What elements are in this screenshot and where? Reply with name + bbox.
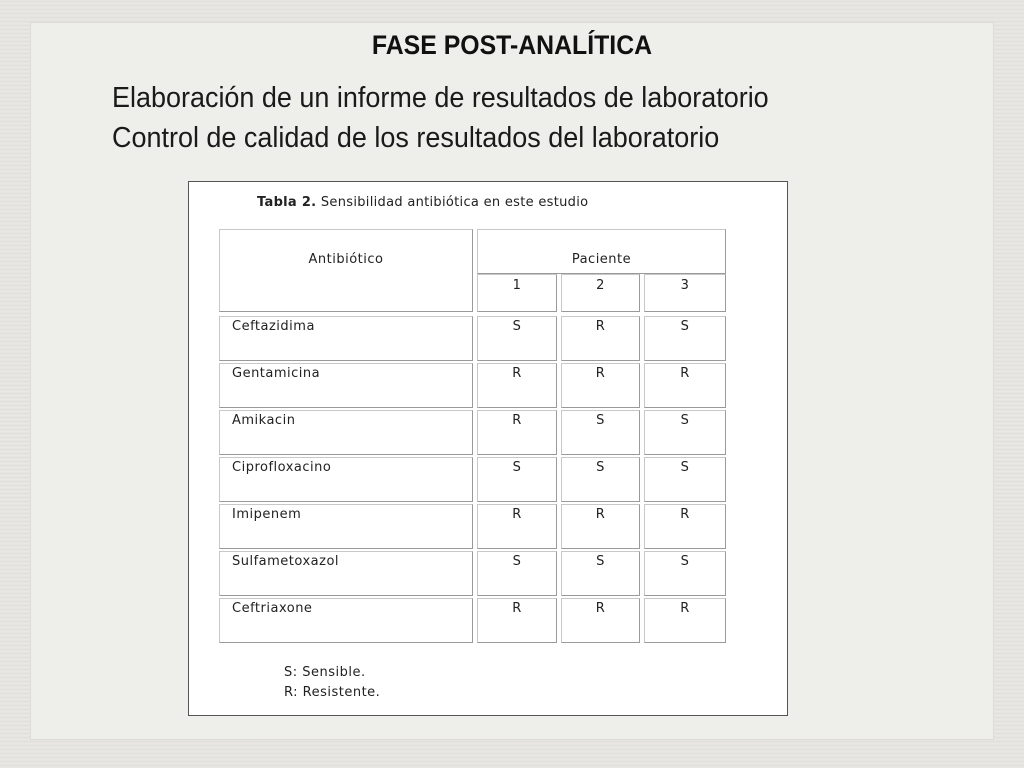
legend-resistente: R: Resistente.: [284, 685, 381, 700]
result-cell: R: [644, 363, 726, 408]
result-cell: R: [477, 504, 557, 549]
result-cell: R: [561, 363, 640, 408]
result-cell: S: [644, 457, 726, 502]
result-cell: S: [477, 457, 557, 502]
slide-title: FASE POST-ANALÍTICA: [371, 30, 653, 60]
table-caption: [257, 195, 588, 210]
result-cell: S: [477, 316, 557, 361]
result-cell: S: [644, 551, 726, 596]
antibiotic-name: Ceftazidima: [219, 316, 473, 361]
header-antibiotic: Antibiótico: [219, 229, 473, 312]
result-cell: S: [477, 551, 557, 596]
bullet-quality-control: Control de calidad de los resultados del laboratorio: [112, 122, 720, 154]
result-cell: S: [561, 410, 640, 455]
result-cell: S: [561, 551, 640, 596]
antibiotic-name: Ceftriaxone: [219, 598, 473, 643]
antibiotic-name: Imipenem: [219, 504, 473, 549]
table-caption-text: Sensibilidad antibiótica en este estudio: [316, 195, 589, 210]
result-cell: R: [561, 504, 640, 549]
antibiotic-name: Ciprofloxacino: [219, 457, 473, 502]
result-cell: R: [644, 504, 726, 549]
header-patient-2: 2: [561, 274, 640, 312]
result-cell: R: [477, 598, 557, 643]
header-patient-3: 3: [644, 274, 726, 312]
result-cell: R: [477, 363, 557, 408]
legend-sensible: S: Sensible.: [284, 665, 366, 680]
header-patient-1: 1: [477, 274, 557, 312]
antibiotic-name: Amikacin: [219, 410, 473, 455]
result-cell: S: [644, 316, 726, 361]
table-caption-label: Tabla 2.: [257, 195, 317, 210]
result-cell: S: [644, 410, 726, 455]
header-patient: Paciente: [477, 229, 726, 274]
antibiotic-name: Sulfametoxazol: [219, 551, 473, 596]
antibiotic-name: Gentamicina: [219, 363, 473, 408]
sensitivity-table: [219, 229, 731, 645]
result-cell: R: [477, 410, 557, 455]
result-cell: R: [561, 598, 640, 643]
result-cell: S: [561, 457, 640, 502]
result-cell: R: [561, 316, 640, 361]
result-cell: R: [644, 598, 726, 643]
bullet-report: Elaboración de un informe de resultados de laboratorio: [112, 82, 769, 114]
table-image: [188, 181, 788, 716]
